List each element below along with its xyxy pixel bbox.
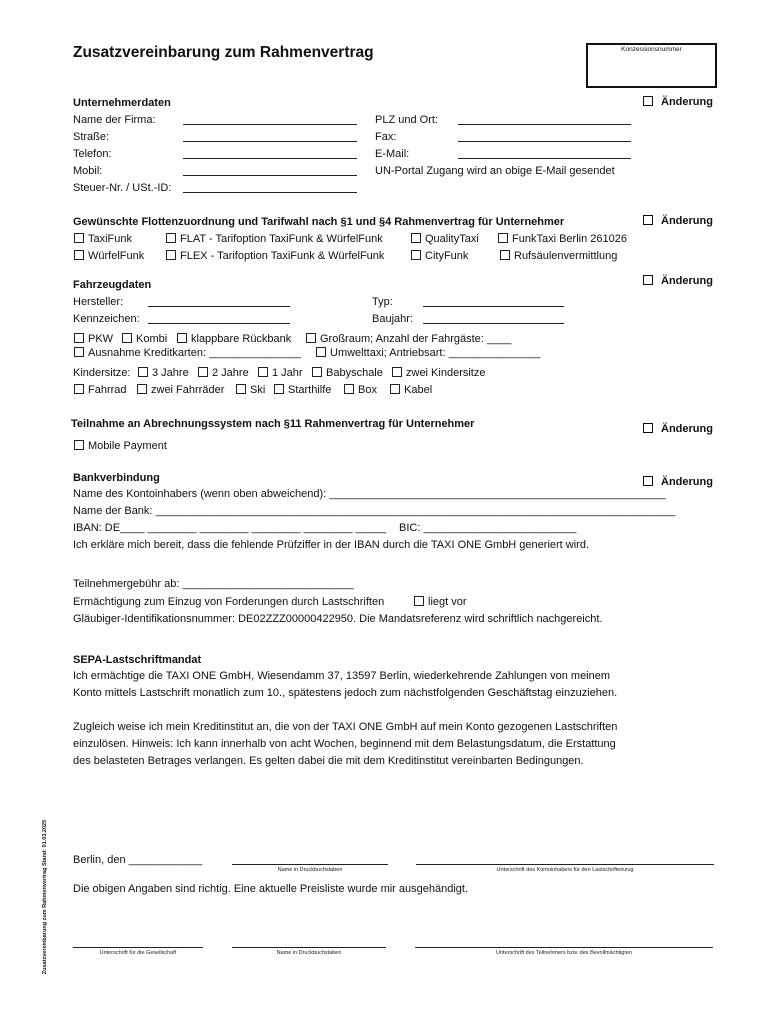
baujahr-field[interactable] (423, 313, 564, 324)
firma-label: Name der Firma: (73, 114, 156, 126)
bic-field[interactable]: BIC: _________________________ (399, 522, 577, 534)
name-druck-caption-1: Name in Druckbuchstaben (277, 867, 343, 873)
bestaetigung-text: Die obigen Angaben sind richtig. Eine aktuelle Preisliste wurde mir ausgehändigt. (73, 883, 469, 895)
section-heading-unternehmer: Unternehmerdaten (73, 97, 171, 109)
name-druck-caption-2: Name in Druckbuchstaben (276, 950, 342, 956)
email-label: E-Mail: (375, 148, 410, 160)
steuer-field[interactable] (183, 182, 357, 193)
checkbox-box[interactable]: Box (344, 384, 377, 396)
plz-field[interactable] (458, 114, 631, 125)
checkbox-liegt-vor[interactable]: liegt vor (414, 596, 467, 608)
sepa-text-1b: Konto mittels Lastschrift monatlich zum 10., spätestens jedoch zum nächstfolgenden Geschäftstag einzuziehen. (73, 687, 618, 699)
checkbox-fahrrad[interactable]: Fahrrad (74, 384, 127, 396)
sepa-text-2c: des belasteten Betrages verlangen. Es gelten dabei die mit dem Kreditinstitut vereinbarten Bedingungen. (73, 755, 584, 767)
checkbox-ski[interactable]: Ski (236, 384, 265, 396)
checkbox-flex[interactable]: FLEX - Tarifoption TaxiFunk & WürfelFunk (166, 250, 384, 262)
checkbox-zwei-kindersitze[interactable]: zwei Kindersitze (392, 367, 485, 379)
hersteller-label: Hersteller: (73, 296, 124, 308)
checkbox-rufsaeule[interactable]: Rufsäulenvermittlung (500, 250, 617, 262)
kontoinhaber-field[interactable]: Name des Kontoinhabers (wenn oben abweichend): _______________________________________________________ (73, 488, 666, 500)
ermaechtigung-text: Ermächtigung zum Einzug von Forderungen durch Lastschriften (73, 596, 385, 608)
typ-field[interactable] (423, 296, 564, 307)
aenderung-checkbox-4[interactable]: Änderung (643, 423, 713, 435)
checkbox-zwei-fahrraeder[interactable]: zwei Fahrräder (137, 384, 224, 396)
unterschrift-kontoinhaber-line[interactable] (416, 864, 714, 865)
unterschrift-kontoinhaber-caption: Unterschrift des Kontoinhabers für den Lastschrifteinzug (496, 867, 634, 873)
iban-erklaerung: Ich erkläre mich bereit, dass die fehlende Prüfziffer in der IBAN durch die TAXI ONE GmbH generiert wird. (73, 539, 590, 551)
strasse-label: Straße: (73, 131, 110, 143)
name-druck-line-2[interactable] (232, 947, 386, 948)
sepa-text-2b: einzulösen. Hinweis: Ich kann innerhalb von acht Wochen, beginnend mit dem Belastungsdatum, die Erstattung (73, 738, 616, 750)
typ-label: Typ: (372, 296, 393, 308)
kennzeichen-label: Kennzeichen: (73, 313, 140, 325)
aenderung-checkbox-2[interactable]: Änderung (643, 215, 713, 227)
hersteller-field[interactable] (148, 296, 290, 307)
kennzeichen-field[interactable] (148, 313, 290, 324)
fax-label: Fax: (375, 131, 397, 143)
bankname-field[interactable]: Name der Bank: _____________________________________________________________________________________ (73, 505, 676, 517)
checkbox-flat[interactable]: FLAT - Tarifoption TaxiFunk & WürfelFunk (166, 233, 383, 245)
checkbox-cityfunk[interactable]: CityFunk (411, 250, 468, 262)
sepa-text-1a: Ich ermächtige die TAXI ONE GmbH, Wiesendamm 37, 13597 Berlin, wiederkehrende Zahlungen von meinem (73, 670, 611, 682)
telefon-label: Telefon: (73, 148, 112, 160)
name-druck-line-1[interactable] (232, 864, 388, 865)
teilnehmergebuehr-field[interactable]: Teilnehmergebühr ab: ____________________________ (73, 578, 354, 590)
firma-field[interactable] (183, 114, 357, 125)
checkbox-starthilfe[interactable]: Starthilfe (274, 384, 331, 396)
aenderung-checkbox-3[interactable]: Änderung (643, 275, 713, 287)
unterschrift-teilnehmer-line[interactable] (415, 947, 713, 948)
checkbox-pkw[interactable]: PKW (74, 333, 113, 345)
checkbox-2-jahre[interactable]: 2 Jahre (198, 367, 249, 379)
email-field[interactable] (458, 148, 631, 159)
checkbox-babyschale[interactable]: Babyschale (312, 367, 383, 379)
section-heading-abrechnung: Teilnahme an Abrechnungssystem nach §11 Rahmenvertrag für Unternehmer (71, 418, 475, 430)
checkbox-mobile-payment[interactable]: Mobile Payment (74, 440, 167, 452)
strasse-field[interactable] (183, 131, 357, 142)
baujahr-label: Baujahr: (372, 313, 413, 325)
checkbox-3-jahre[interactable]: 3 Jahre (138, 367, 189, 379)
iban-field[interactable]: IBAN: DE____ ________ ________ ________ ________ _____ (73, 522, 387, 534)
plz-label: PLZ und Ort: (375, 114, 438, 126)
vertical-version-note: Zusatzvereinbarung zum Rahmenvertrag Stand: 01.03.2025 (42, 819, 48, 975)
section-heading-fahrzeug: Fahrzeugdaten (73, 279, 152, 291)
checkbox-kombi[interactable]: Kombi (122, 333, 167, 345)
checkbox-qualitytaxi[interactable]: QualityTaxi (411, 233, 479, 245)
checkbox-ausnahme-kreditkarten[interactable]: Ausnahme Kreditkarten: _______________ (74, 347, 301, 359)
page-title: Zusatzvereinbarung zum Rahmenvertrag (73, 44, 374, 61)
aenderung-checkbox-5[interactable]: Änderung (643, 476, 713, 488)
section-heading-bank: Bankverbindung (73, 472, 160, 484)
glaeubiger-text: Gläubiger-Identifikationsnummer: DE02ZZZ00000422950. Die Mandatsreferenz wird schriftlich nachgereicht. (73, 613, 603, 625)
mobil-label: Mobil: (73, 165, 103, 177)
mobil-field[interactable] (183, 165, 357, 176)
unterschrift-gesellschaft-caption: Unterschrift für die Gesellschaft (99, 950, 177, 956)
aenderung-checkbox-1[interactable]: Änderung (643, 96, 713, 108)
sepa-text-2a: Zugleich weise ich mein Kreditinstitut an, die von der TAXI ONE GmbH auf mein Konto gezogenen Lastschriften (73, 721, 618, 733)
checkbox-umwelttaxi[interactable]: Umwelttaxi; Antriebsart: _______________ (316, 347, 540, 359)
fax-field[interactable] (458, 131, 631, 142)
checkbox-kabel[interactable]: Kabel (390, 384, 432, 396)
checkbox-wuerfelfunk[interactable]: WürfelFunk (74, 250, 144, 262)
checkbox-grossraum[interactable]: Großraum; Anzahl der Fahrgäste: ____ (306, 333, 511, 345)
konzessionsnummer-field[interactable] (586, 43, 717, 88)
steuer-label: Steuer-Nr. / USt.-ID: (73, 182, 172, 194)
portal-note: UN-Portal Zugang wird an obige E-Mail gesendet (375, 165, 615, 177)
section-heading-flotte: Gewünschte Flottenzuordnung und Tarifwahl nach §1 und §4 Rahmenvertrag für Unternehmer (73, 216, 565, 228)
checkbox-taxifunk[interactable]: TaxiFunk (74, 233, 132, 245)
unterschrift-teilnehmer-caption: Unterschrift des Teilnehmers bzw. des Bevollmächtigten (496, 950, 632, 956)
checkbox-rueckbank[interactable]: klappbare Rückbank (177, 333, 291, 345)
ort-datum-field[interactable]: Berlin, den ____________ (73, 854, 203, 866)
unterschrift-gesellschaft-line[interactable] (73, 947, 203, 948)
checkbox-funktaxi[interactable]: FunkTaxi Berlin 261026 (498, 233, 627, 245)
konzessionsnummer-label: Konzessionsnummer (621, 46, 682, 53)
checkbox-1-jahr[interactable]: 1 Jahr (258, 367, 303, 379)
section-heading-sepa: SEPA-Lastschriftmandat (73, 654, 202, 666)
telefon-field[interactable] (183, 148, 357, 159)
kindersitze-label: Kindersitze: (73, 367, 131, 379)
